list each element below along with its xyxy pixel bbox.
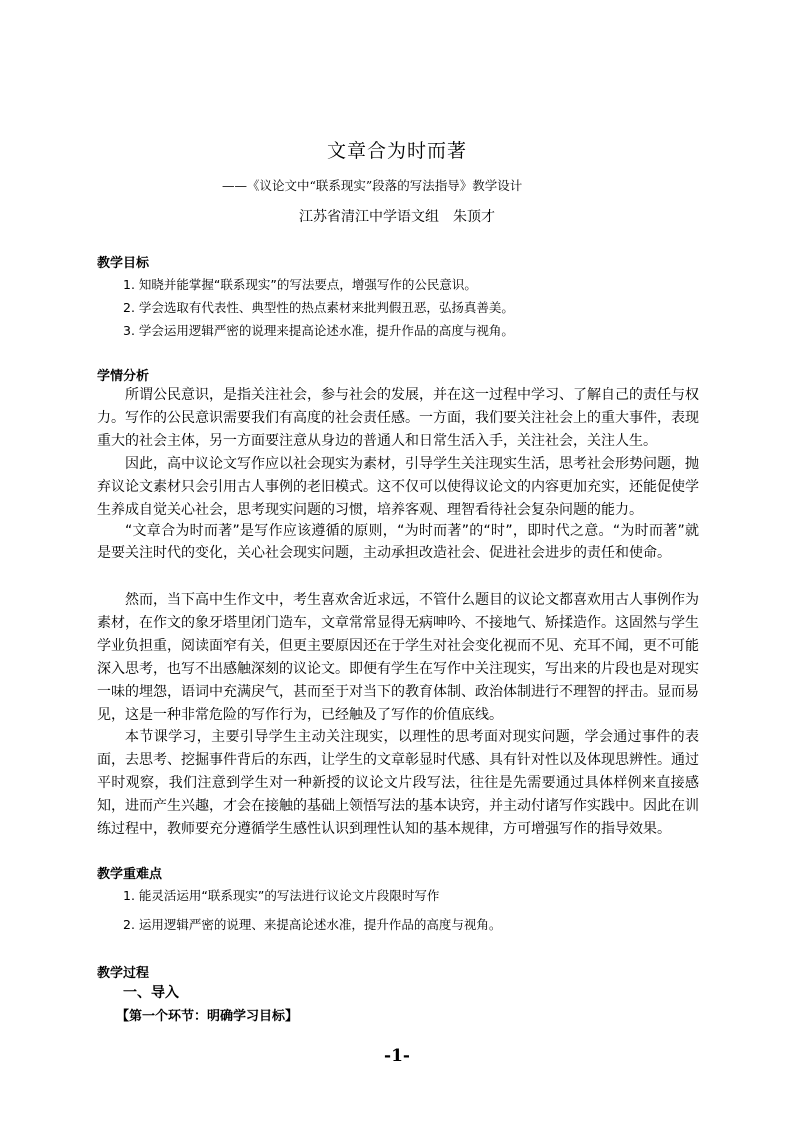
analysis-paragraph: 因此，高中议论文写作应以社会现实为素材，引导学生关注现实生活，思考社会形势问题，抛弃议论文素材只会引用古人事例的老旧模式。这不仅可以使得议论文的内容更加充实，还能促使学生养成自觉关心社会，思考现实问题的习惯，培养客观、理智看待社会复杂问题的能力。 xyxy=(97,456,699,518)
step-label: 【第一个环节：明确学习目标】 xyxy=(116,1009,299,1024)
author-line xyxy=(0,206,794,226)
author-school: 江苏省清江中学语文组 xyxy=(299,209,439,225)
difficulties-heading: 教学重难点 xyxy=(97,867,163,882)
document-subtitle: ——《议论文中“联系现实”段落的写法指导》教学设计 xyxy=(222,178,523,193)
analysis-paragraph: 所谓公民意识，是指关注社会，参与社会的发展，并在这一过程中学习、了解自己的责任与权力。写作的公民意识需要我们有高度的社会责任感。一方面，我们要关注社会上的重大事件，表现重大的社会主体，另一方面要注意从身边的普通人和日常生活入手，关注社会，关注人生。 xyxy=(97,387,699,449)
goal-item: 1. 知晓并能掌握“联系现实”的写法要点，增强写作的公民意识。 xyxy=(123,277,477,292)
process-heading: 教学过程 xyxy=(97,966,150,981)
goal-item: 3. 学会运用逻辑严密的说理来提高论述水准，提升作品的高度与视角。 xyxy=(123,323,514,338)
difficulty-item: 1. 能灵活运用“联系现实”的写法进行议论文片段限时写作 xyxy=(123,888,440,903)
analysis-heading: 学情分析 xyxy=(97,369,150,384)
author-name: 朱顶才 xyxy=(453,209,495,225)
goals-heading: 教学目标 xyxy=(97,256,150,271)
page-number: -1- xyxy=(384,1046,410,1066)
analysis-paragraph: 本节课学习，主要引导学生主动关注现实，以理性的思考面对现实问题，学会通过事件的表面，去思考、挖掘事件背后的东西，让学生的文章彰显时代感、具有针对性以及体现思辨性。通过平时观察，我们注意到学生对一种新授的议论文片段写法，往往是先需要通过具体样例来直接感知，进而产生兴趣，才会在接触的基础上领悟写法的基本诀窍，并主动付诸写作实践中。因此在训练过程中，教师要充分遵循学生感性认识到理性认知的基本规律，方可增强写作的指导效果。 xyxy=(97,729,699,837)
document-title: 文章合为时而著 xyxy=(326,140,467,162)
analysis-paragraph: “文章合为时而著”是写作应该遵循的原则，“为时而著”的“时”，即时代之意。“为时而著”就是要关注时代的变化，关心社会现实问题，主动承担改造社会、促进社会进步的责任和使命。 xyxy=(97,523,699,561)
section-heading: 一、导入 xyxy=(123,985,179,1001)
analysis-paragraph: 然而，当下高中生作文中，考生喜欢舍近求远，不管什么题目的议论文都喜欢用古人事例作为素材，在作文的象牙塔里闭门造车，文章常常显得无病呻吟、不接地气、矫揉造作。这固然与学生学业负担重，阅读面窄有关，但更主要原因还在于学生对社会变化视而不见、充耳不闻，更不可能深入思考，也写不出感触深刻的议论文。即便有学生在写作中关注现实，写出来的片段也是对现实一味的埋怨，语词中充满戾气，甚而至于对当下的教育体制、政治体制进行不理智的抨击。显而易见，这是一种非常危险的写作行为，已经触及了写作的价值底线。 xyxy=(97,592,699,723)
goal-item: 2. 学会选取有代表性、典型性的热点素材来批判假丑恶，弘扬真善美。 xyxy=(123,300,514,315)
difficulty-item: 2. 运用逻辑严密的说理、来提高论述水准，提升作品的高度与视角。 xyxy=(123,917,502,932)
